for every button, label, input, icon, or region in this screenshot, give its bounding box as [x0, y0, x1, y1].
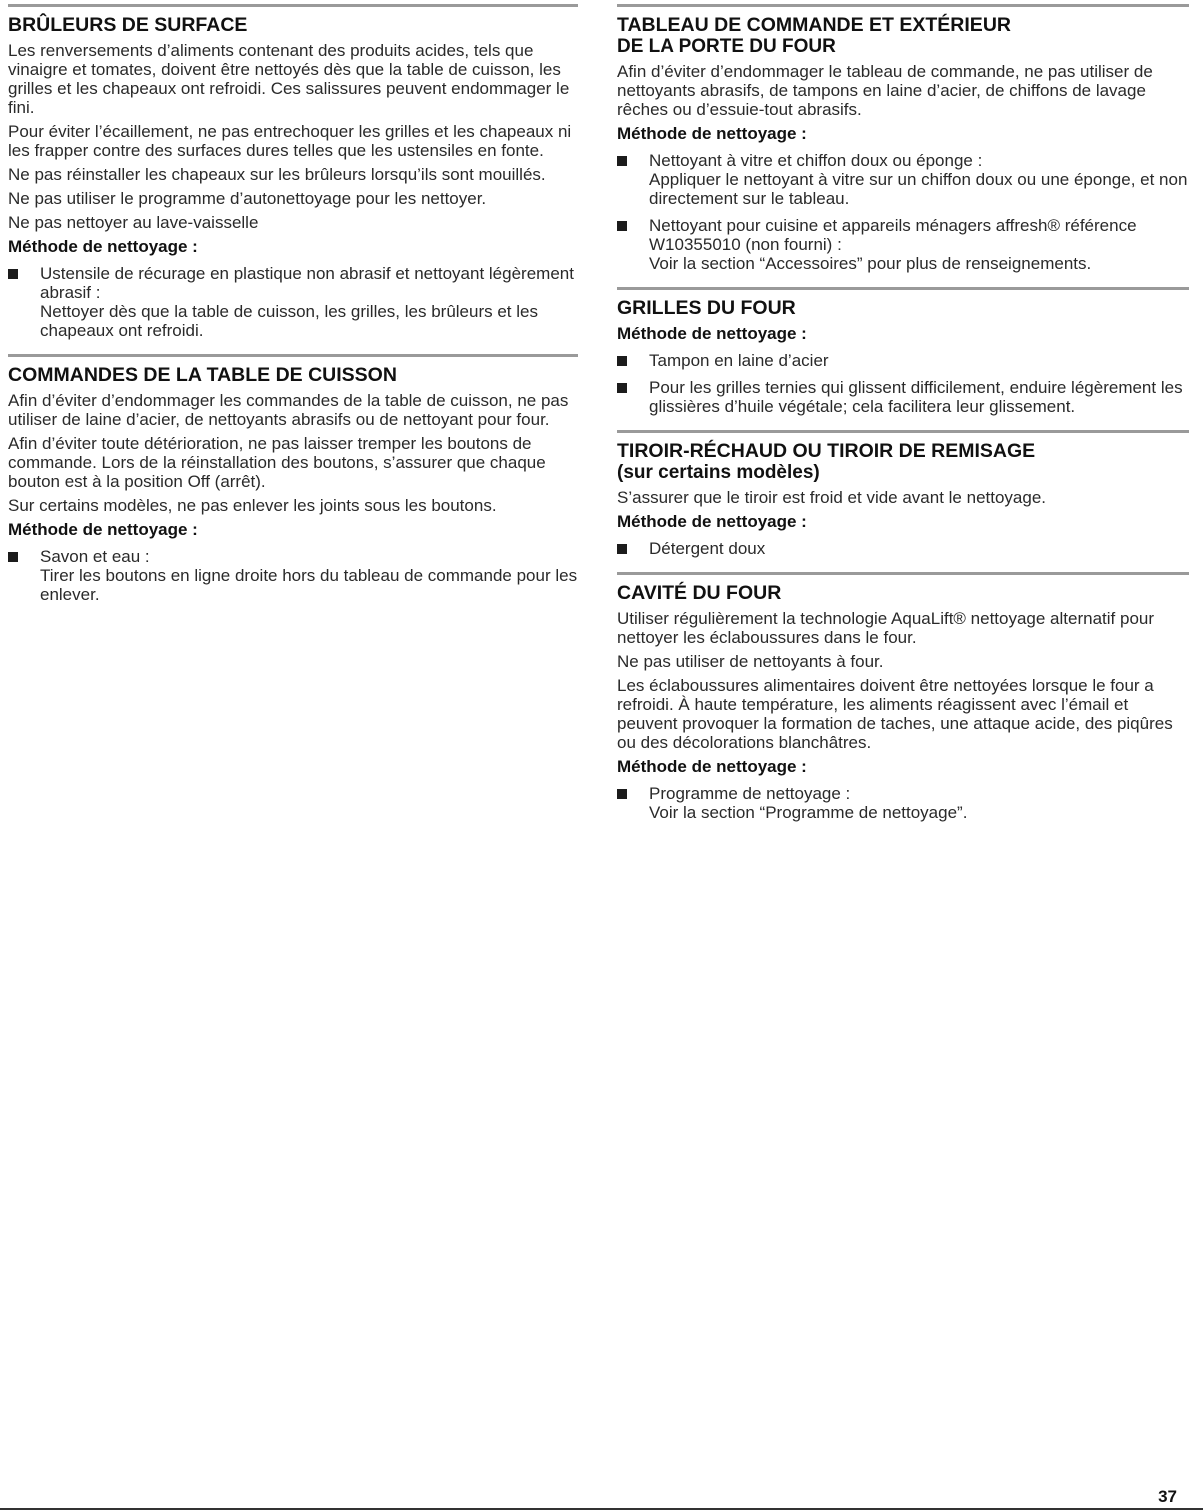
item-line: Nettoyant pour cuisine et appareils ménagers affresh® référence W10355010 (non fourni) : — [649, 216, 1137, 254]
paragraph: Ne pas nettoyer au lave-vaisselle — [8, 213, 259, 232]
paragraph: Ne pas utiliser le programme d’autonettoyage pour les nettoyer. — [8, 189, 487, 208]
section-warming-drawer — [617, 430, 1189, 558]
bullet-icon — [8, 552, 18, 562]
paragraph: Pour éviter l’écaillement, ne pas entrechoquer les grilles et les chapeaux ni les frapper contre des surfaces dures telles que les ustensiles en fonte. — [8, 122, 572, 160]
method-list — [8, 547, 578, 604]
list-item — [617, 539, 1189, 558]
list-item — [617, 151, 1189, 208]
bullet-icon — [617, 221, 627, 231]
item-line: Appliquer le nettoyant à vitre sur un chiffon doux ou une éponge, et non directement sur le tableau. — [649, 170, 1188, 208]
bullet-icon — [617, 356, 627, 366]
section-control-panel — [617, 4, 1189, 273]
list-item — [617, 351, 1189, 370]
item-line: Pour les grilles ternies qui glissent difficilement, enduire légèrement les glissières d’huile végétale; cela facilitera leur glissement. — [649, 378, 1183, 416]
paragraph: Ne pas utiliser de nettoyants à four. — [617, 652, 884, 671]
section-title: CAVITÉ DU FOUR — [617, 582, 782, 604]
title-line-1: TABLEAU DE COMMANDE ET EXTÉRIEUR — [617, 14, 1011, 36]
bullet-icon — [617, 156, 627, 166]
section-cooktop-controls — [8, 354, 578, 604]
section-oven-cavity — [617, 572, 1189, 822]
section-title — [617, 441, 1189, 483]
bottom-rule — [0, 1508, 1203, 1510]
method-heading: Méthode de nettoyage : — [8, 237, 198, 256]
method-list — [617, 351, 1189, 416]
method-list — [617, 151, 1189, 273]
method-heading: Méthode de nettoyage : — [617, 124, 807, 143]
item-line: Nettoyant à vitre et chiffon doux ou éponge : — [649, 151, 983, 170]
title-line-2: (sur certains modèles) — [617, 462, 820, 483]
list-item — [617, 784, 1189, 822]
method-heading: Méthode de nettoyage : — [617, 324, 807, 343]
right-column — [617, 4, 1189, 836]
list-item — [617, 216, 1189, 273]
paragraph: Utiliser régulièrement la technologie AquaLift® nettoyage alternatif pour nettoyer les éclaboussures dans le four. — [617, 609, 1155, 647]
item-line: Voir la section “Accessoires” pour plus de renseignements. — [649, 254, 1092, 273]
item-line: Programme de nettoyage : — [649, 784, 851, 803]
method-heading: Méthode de nettoyage : — [617, 512, 807, 531]
item-line: Nettoyer dès que la table de cuisson, les grilles, les brûleurs et les chapeaux ont refroidi. — [40, 302, 538, 340]
section-title — [617, 15, 1189, 57]
section-surface-burners — [8, 4, 578, 340]
section-title: GRILLES DU FOUR — [617, 297, 796, 319]
item-line: Savon et eau : — [40, 547, 150, 566]
paragraph: S’assurer que le tiroir est froid et vide avant le nettoyage. — [617, 488, 1047, 507]
method-heading: Méthode de nettoyage : — [8, 520, 198, 539]
title-line-2: DE LA PORTE DU FOUR — [617, 36, 836, 57]
page-number: 37 — [1158, 1487, 1177, 1506]
bullet-icon — [617, 544, 627, 554]
method-list — [617, 784, 1189, 822]
section-oven-racks — [617, 287, 1189, 416]
method-list — [617, 539, 1189, 558]
method-list — [8, 264, 578, 340]
item-line: Ustensile de récurage en plastique non abrasif et nettoyant légèrement abrasif : — [40, 264, 574, 302]
item-line: Tirer les boutons en ligne droite hors du tableau de commande pour les enlever. — [40, 566, 578, 604]
section-title: COMMANDES DE LA TABLE DE CUISSON — [8, 364, 397, 386]
paragraph: Les renversements d’aliments contenant des produits acides, tels que vinaigre et tomates, doivent être nettoyés dès que la table de cuisson, les grilles et les chapeaux ont refroidi. Ces salissures peuvent endommager le fini. — [8, 41, 570, 117]
bullet-icon — [8, 269, 18, 279]
paragraph: Sur certains modèles, ne pas enlever les joints sous les boutons. — [8, 496, 497, 515]
list-item — [617, 378, 1189, 416]
method-heading: Méthode de nettoyage : — [617, 757, 807, 776]
paragraph: Afin d’éviter toute détérioration, ne pas laisser tremper les boutons de commande. Lors de la réinstallation des boutons, s’assurer que chaque bouton est à la position Off (arrêt). — [8, 434, 546, 491]
item-line: Voir la section “Programme de nettoyage”. — [649, 803, 968, 822]
bullet-icon — [617, 789, 627, 799]
paragraph: Ne pas réinstaller les chapeaux sur les brûleurs lorsqu’ils sont mouillés. — [8, 165, 546, 184]
item-line: Tampon en laine d’acier — [649, 351, 829, 370]
list-item — [8, 264, 578, 340]
paragraph: Afin d’éviter d’endommager le tableau de commande, ne pas utiliser de nettoyants abrasifs, de tampons en laine d’acier, de chiffons de lavage rêches ou d’essuie-tout abrasifs. — [617, 62, 1153, 119]
title-line-1: TIROIR-RÉCHAUD OU TIROIR DE REMISAGE — [617, 440, 1036, 462]
paragraph: Afin d’éviter d’endommager les commandes de la table de cuisson, ne pas utiliser de laine d’acier, de nettoyants abrasifs ou de nettoyant pour four. — [8, 391, 569, 429]
item-line: Détergent doux — [649, 539, 766, 558]
section-title: BRÛLEURS DE SURFACE — [8, 14, 248, 36]
bullet-icon — [617, 383, 627, 393]
paragraph: Les éclaboussures alimentaires doivent être nettoyées lorsque le four a refroidi. À haute température, les aliments réagissent avec l’émail et peuvent provoquer la formation de taches, une attaque acide, des piqûres ou des décolorations blanchâtres. — [617, 676, 1173, 752]
list-item — [8, 547, 578, 604]
left-column — [8, 4, 578, 618]
